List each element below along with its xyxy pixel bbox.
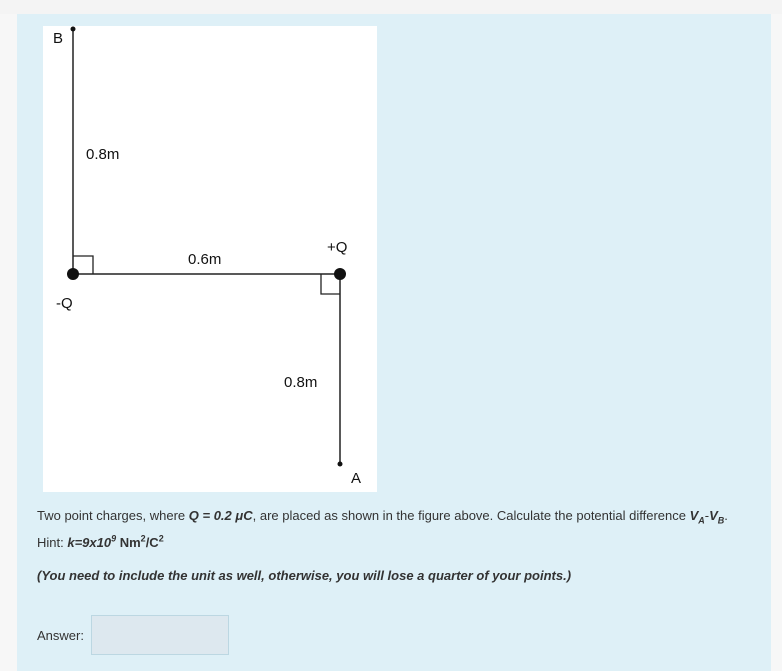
- question-figure: [43, 26, 377, 492]
- negative-charge-dot: [67, 268, 79, 280]
- question-statement: Two point charges, where Q = 0.2 μC, are placed as shown in the figure above. Calculate the potential difference $V_A-V_B$.: [37, 508, 728, 526]
- top-bar: [0, 0, 782, 14]
- point-a-dot: [338, 462, 343, 467]
- negative-charge-label: -Q: [56, 295, 73, 312]
- distance-label-right: 0.8m: [284, 374, 318, 391]
- question-text: [37, 506, 752, 585]
- point-b-label: B: [53, 30, 64, 47]
- point-b-dot: [71, 27, 76, 32]
- distance-label-horizontal: 0.6m: [188, 251, 222, 268]
- positive-charge-label: +Q: [327, 239, 348, 256]
- hint-text: Hint: $k=9x10^9$ $Nm^2/C^2$: [37, 533, 164, 550]
- point-a-label: A: [351, 470, 362, 487]
- unit-note: (You need to include the unit as well, otherwise, you will lose a quarter of your points.): [37, 568, 572, 583]
- distance-label-left: 0.8m: [86, 146, 120, 163]
- positive-charge-dot: [334, 268, 346, 280]
- answer-label: Answer:: [37, 628, 84, 643]
- charge-diagram: [43, 26, 377, 492]
- answer-input[interactable]: [91, 615, 229, 655]
